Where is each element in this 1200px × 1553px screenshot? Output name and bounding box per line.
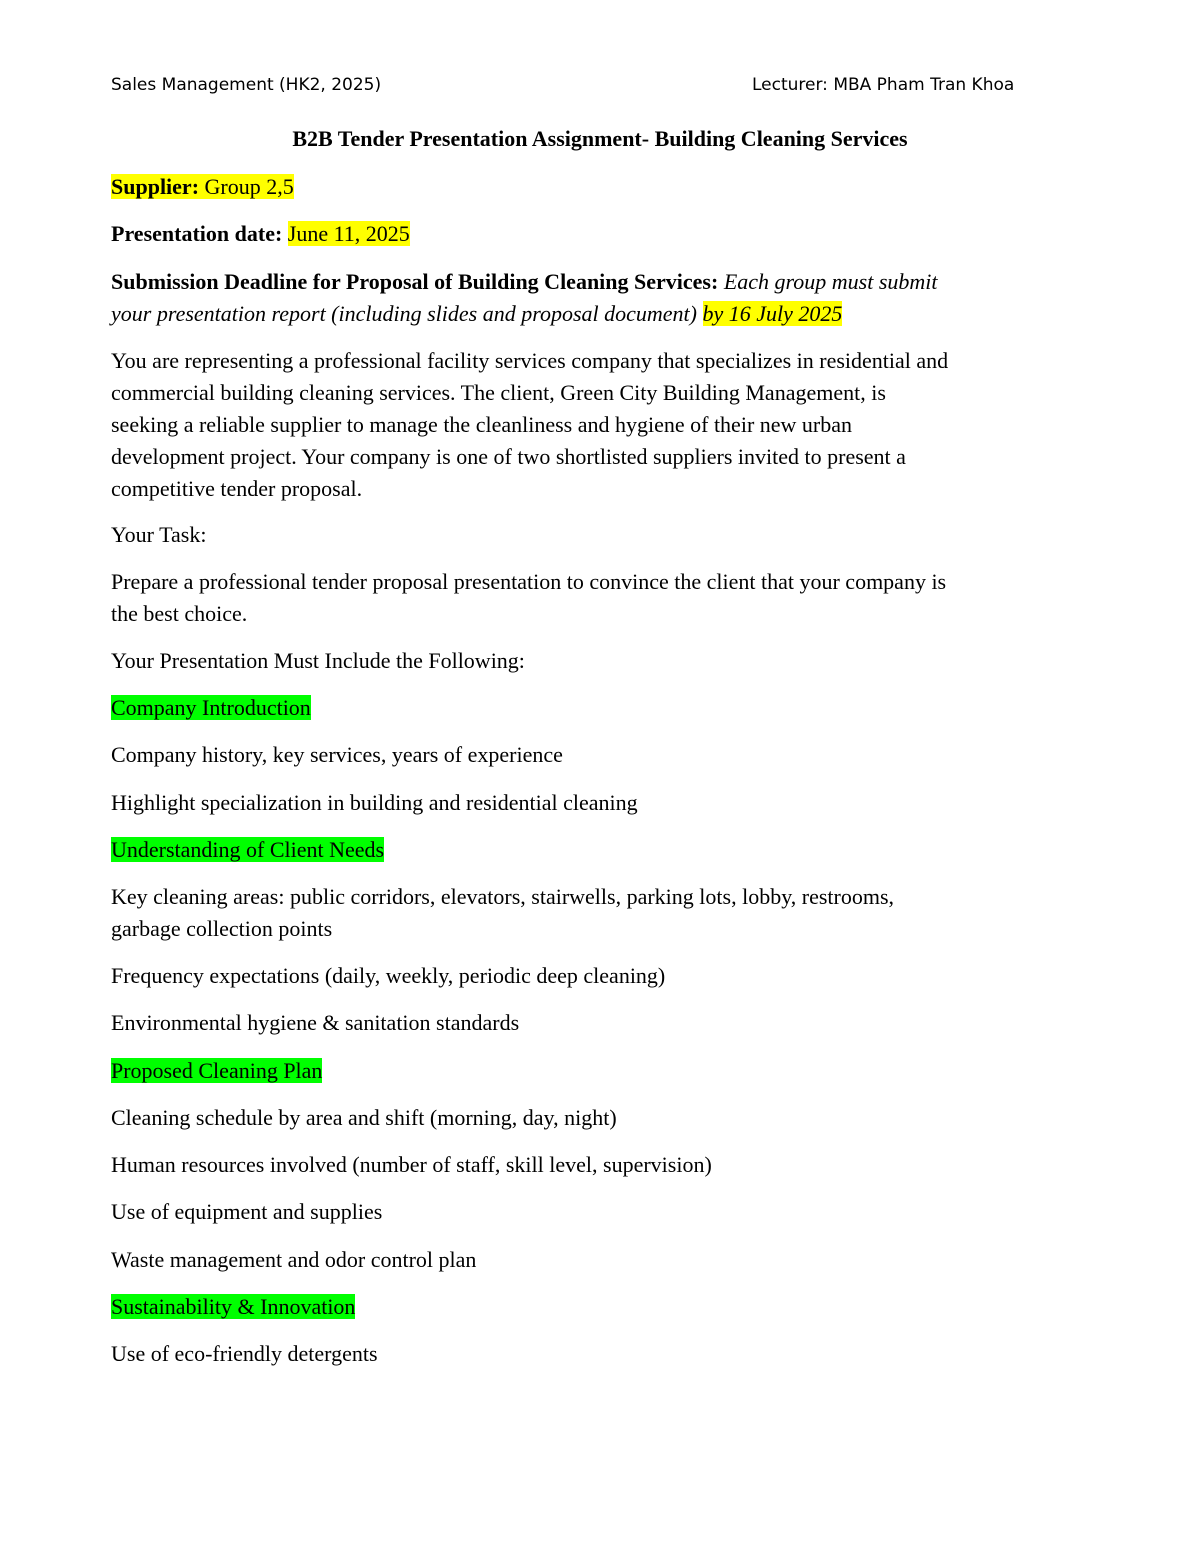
list-item: Highlight specialization in building and residential cleaning <box>111 790 638 815</box>
section-heading-sustainability <box>111 1291 355 1323</box>
must-include-line: Your Presentation Must Include the Following: <box>111 648 525 673</box>
list-item: Human resources involved (number of staff, skill level, supervision) <box>111 1152 712 1177</box>
intro-line: development project. Your company is one of two shortlisted suppliers invited to present a <box>111 444 906 469</box>
list-item: Frequency expectations (daily, weekly, periodic deep cleaning) <box>111 963 666 988</box>
supplier-line <box>111 171 294 203</box>
presentation-date-line <box>111 218 410 250</box>
section-heading-client-needs <box>111 834 384 866</box>
supplier-value: Group 2,5 <box>204 174 294 199</box>
task-line: the best choice. <box>111 601 248 626</box>
task-line: Prepare a professional tender proposal presentation to convince the client that your company is <box>111 569 947 594</box>
intro-line: You are representing a professional facility services company that specializes in residential and <box>111 348 949 373</box>
header-lecturer: Lecturer: MBA Pham Tran Khoa <box>752 75 1015 95</box>
document-title: B2B Tender Presentation Assignment- Building Cleaning Services <box>292 126 908 151</box>
section-heading-text: Proposed Cleaning Plan <box>111 1058 323 1083</box>
submission-line-2 <box>111 298 842 330</box>
list-item: Cleaning schedule by area and shift (morning, day, night) <box>111 1105 617 1130</box>
intro-line: competitive tender proposal. <box>111 476 363 501</box>
submission-text-1: Each group must submit <box>723 269 938 294</box>
section-heading-text: Sustainability & Innovation <box>111 1294 356 1319</box>
submission-deadline: by 16 July 2025 <box>702 301 843 326</box>
submission-text-2: your presentation report (including slides and proposal document) <box>111 301 697 326</box>
header-course: Sales Management (HK2, 2025) <box>111 75 382 95</box>
list-item: Use of eco-friendly detergents <box>111 1341 378 1366</box>
section-heading-text: Company Introduction <box>111 695 311 720</box>
intro-line: commercial building cleaning services. The client, Green City Building Management, is <box>111 380 886 405</box>
list-item: Company history, key services, years of experience <box>111 742 563 767</box>
submission-line-1 <box>111 266 938 298</box>
list-item: garbage collection points <box>111 916 333 941</box>
task-label: Your Task: <box>111 522 207 547</box>
intro-line: seeking a reliable supplier to manage the cleanliness and hygiene of their new urban <box>111 412 853 437</box>
list-item: Waste management and odor control plan <box>111 1247 477 1272</box>
supplier-highlight <box>111 174 294 199</box>
section-heading-text: Understanding of Client Needs <box>111 837 385 862</box>
supplier-label: Supplier: <box>111 174 200 199</box>
list-item: Environmental hygiene & sanitation standards <box>111 1010 520 1035</box>
list-item: Key cleaning areas: public corridors, elevators, stairwells, parking lots, lobby, restrooms, <box>111 884 895 909</box>
presentation-date-value: June 11, 2025 <box>287 221 410 246</box>
submission-label: Submission Deadline for Proposal of Building Cleaning Services: <box>111 269 719 294</box>
list-item: Use of equipment and supplies <box>111 1199 383 1224</box>
section-heading-company-introduction <box>111 692 311 724</box>
section-heading-cleaning-plan <box>111 1055 322 1087</box>
presentation-date-label: Presentation date: <box>111 221 283 246</box>
